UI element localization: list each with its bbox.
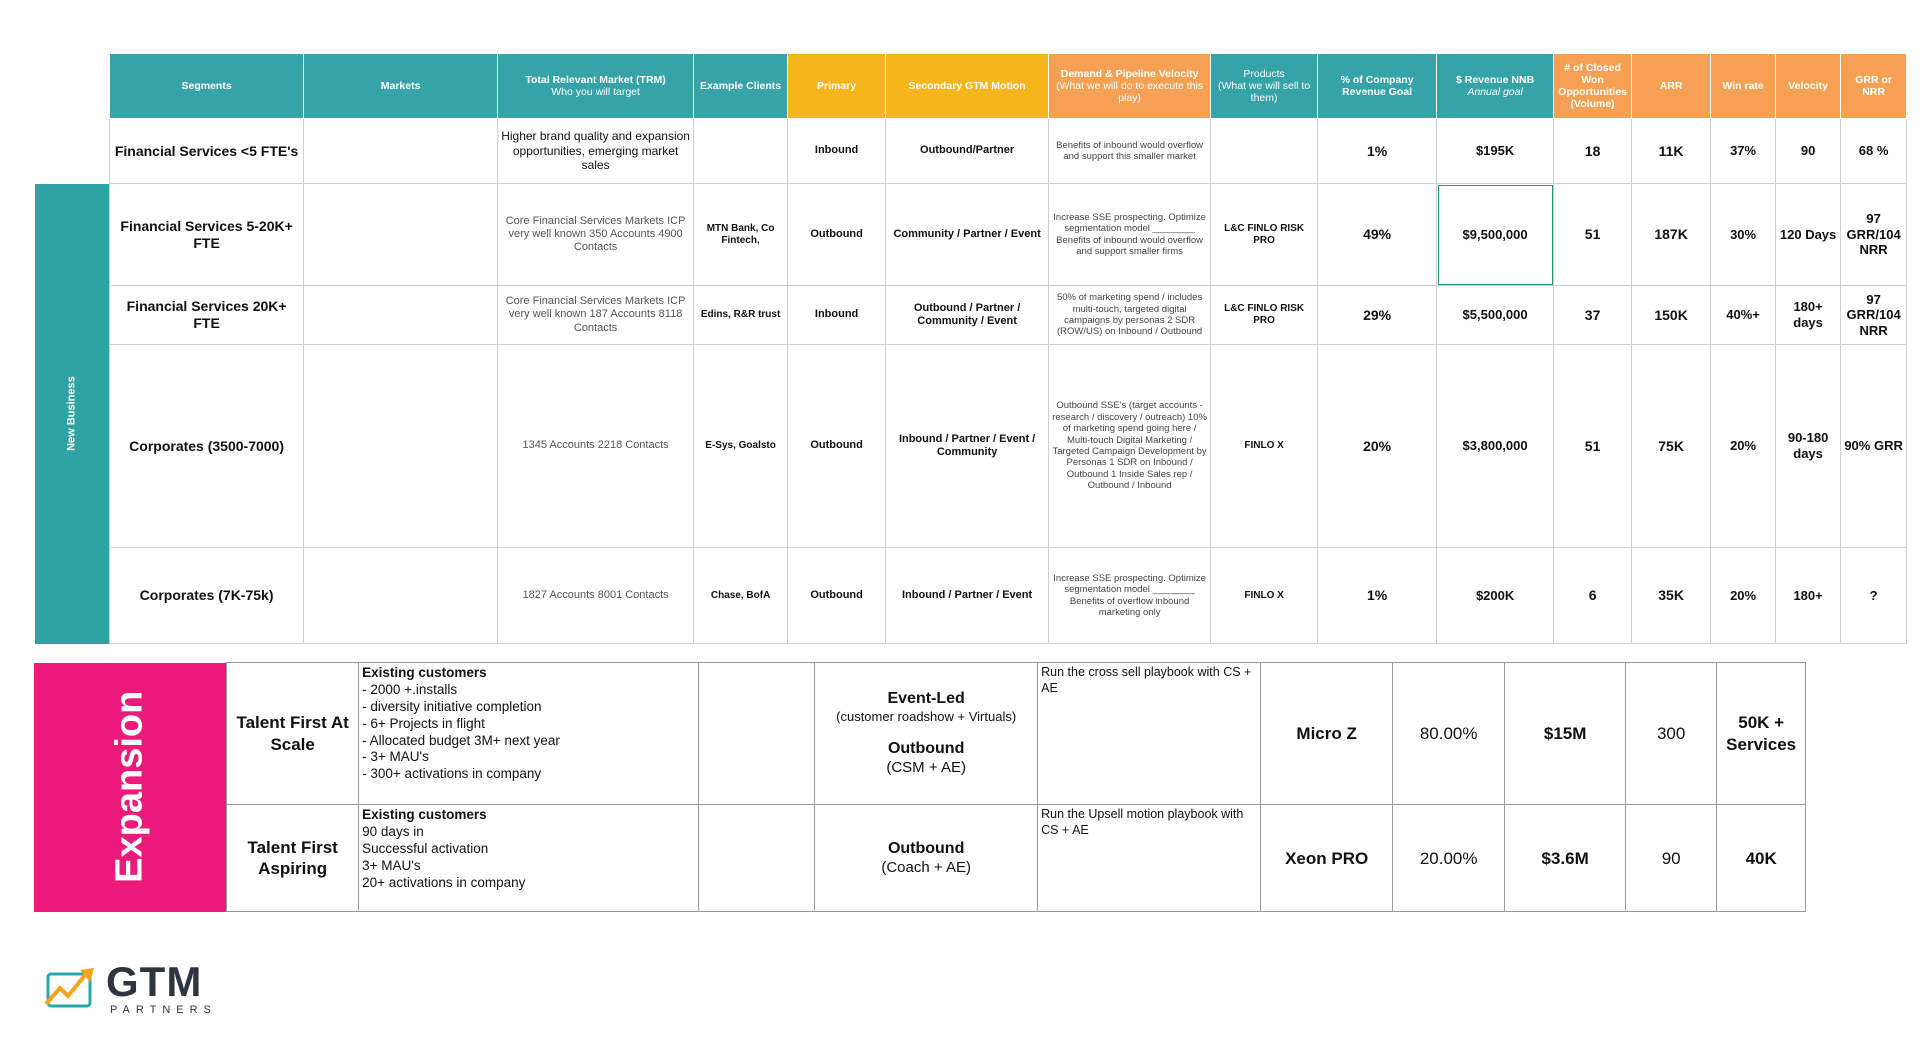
segment-cell: Corporates (3500-7000) <box>110 345 304 548</box>
arr-cell: 187K <box>1632 184 1711 286</box>
revenue-cell: $5,500,000 <box>1437 286 1554 345</box>
chart-arrow-icon <box>44 964 106 1010</box>
table-row <box>35 184 1907 286</box>
header-revenue-nnb: $ Revenue NNB Annual goal <box>1437 54 1554 119</box>
markets-line: 90 days in <box>362 824 424 840</box>
new-business-table <box>34 53 1907 644</box>
velocity-cell: 180+ days <box>1776 286 1841 345</box>
corner-logo: GTM <box>35 54 110 119</box>
market-cell <box>304 119 498 184</box>
arr-cell: 50K + Services <box>1717 663 1806 805</box>
markets-cell <box>359 805 699 912</box>
markets-line: - 3+ MAU's <box>362 749 429 765</box>
blank-cell <box>35 119 110 184</box>
pct-cell: 49% <box>1318 184 1437 286</box>
velocity-cell: 90-180 days <box>1776 345 1841 548</box>
header-arr: ARR <box>1632 54 1711 119</box>
secondary-cell: Community / Partner / Event <box>886 184 1049 286</box>
markets-line: - Allocated budget 3M+ next year <box>362 732 560 748</box>
blank-cell <box>699 805 815 912</box>
primary-cell: Inbound <box>788 286 886 345</box>
velocity-cell: 120 Days <box>1776 184 1841 286</box>
primary-cell: Outbound <box>788 345 886 548</box>
products-cell: L&C FINLO RISK PRO <box>1211 286 1318 345</box>
trm-cell: 1345 Accounts 2218 Contacts <box>498 345 694 548</box>
header-grr-nrr: GRR or NRR <box>1841 54 1907 119</box>
volume-cell: 300 <box>1626 663 1717 805</box>
table-row <box>35 119 1907 184</box>
clients-cell: Chase, BofA <box>694 548 788 644</box>
demand-cell: Increase SSE prospecting. Optimize segmentation model ________ Benefits of overflow inbound marketing only <box>1049 548 1211 644</box>
segment-cell: Financial Services 20K+ FTE <box>110 286 304 345</box>
markets-line: - 300+ activations in company <box>362 766 542 782</box>
grr-cell: 68 % <box>1841 119 1907 184</box>
secondary-cell: Outbound / Partner / Community / Event <box>886 286 1049 345</box>
revenue-cell: $3,800,000 <box>1437 345 1554 548</box>
pct-cell: 1% <box>1318 119 1437 184</box>
market-cell <box>304 286 498 345</box>
motion-sub: (customer roadshow + Virtuals) <box>836 709 1017 725</box>
demand-cell: 50% of marketing spend / includes multi-touch, targeted digital campaigns by personas 2 SDR (ROW/US) on Inbound / Outbound <box>1049 286 1211 345</box>
header-demand: Demand & Pipeline Velocity (What we will do to execute this play) <box>1049 54 1211 119</box>
logo-wordmark: GTM <box>106 958 203 1005</box>
header-markets: Markets <box>304 54 498 119</box>
header-example-clients: Example Clients <box>694 54 788 119</box>
velocity-cell: 180+ <box>1776 548 1841 644</box>
products-cell: FINLO X <box>1211 345 1318 548</box>
header-primary: Primary <box>788 54 886 119</box>
pct-cell: 80.00% <box>1393 663 1505 805</box>
motion-title: Outbound <box>887 740 965 758</box>
markets-line: - diversity initiative completion <box>362 698 542 714</box>
grr-cell: ? <box>1841 548 1907 644</box>
gtm-partners-logo <box>44 960 234 1016</box>
product-cell: Micro Z <box>1261 663 1393 805</box>
arr-cell: 75K <box>1632 345 1711 548</box>
motion-title: Event-Led <box>887 690 965 708</box>
revenue-cell[interactable]: $9,500,000 <box>1437 184 1554 286</box>
header-velocity: Velocity <box>1776 54 1841 119</box>
primary-cell: Inbound <box>788 119 886 184</box>
products-cell: L&C FINLO RISK PRO <box>1211 184 1318 286</box>
products-cell <box>1211 119 1318 184</box>
expansion-row <box>34 805 1806 912</box>
clients-cell <box>694 119 788 184</box>
pct-cell: 1% <box>1318 548 1437 644</box>
win-rate-cell: 30% <box>1711 184 1776 286</box>
pct-cell: 20% <box>1318 345 1437 548</box>
volume-cell: 90 <box>1626 805 1717 912</box>
closed-won-cell: 18 <box>1554 119 1632 184</box>
markets-line: 3+ MAU's <box>362 858 421 874</box>
revenue-cell: $195K <box>1437 119 1554 184</box>
trm-cell: Higher brand quality and expansion opportunities, emerging market sales <box>498 119 694 184</box>
table-row <box>35 286 1907 345</box>
logo-subtext: PARTNERS <box>110 1004 217 1016</box>
header-trm: Total Relevant Market (TRM) Who you will target <box>498 54 694 119</box>
arr-cell: 150K <box>1632 286 1711 345</box>
clients-cell: MTN Bank, Co Fintech, <box>694 184 788 286</box>
market-cell <box>304 184 498 286</box>
table-row <box>35 548 1907 644</box>
win-rate-cell: 20% <box>1711 548 1776 644</box>
motion-cell <box>815 663 1038 805</box>
product-cell: Xeon PRO <box>1261 805 1393 912</box>
velocity-cell: 90 <box>1776 119 1841 184</box>
arr-cell: 11K <box>1632 119 1711 184</box>
header-segments: Segments <box>110 54 304 119</box>
header-secondary-motion: Secondary GTM Motion <box>886 54 1049 119</box>
motion-cell <box>815 805 1038 912</box>
segment-cell: Financial Services 5-20K+ FTE <box>110 184 304 286</box>
trm-cell: 1827 Accounts 8001 Contacts <box>498 548 694 644</box>
secondary-cell: Inbound / Partner / Event / Community <box>886 345 1049 548</box>
header-win-rate: Win rate <box>1711 54 1776 119</box>
playbook-cell: Run the Upsell motion playbook with CS + AE <box>1038 805 1261 912</box>
markets-title: Existing customers <box>362 807 487 823</box>
segment-cell: Corporates (7K-75k) <box>110 548 304 644</box>
primary-cell: Outbound <box>788 548 886 644</box>
market-cell <box>304 345 498 548</box>
markets-line: - 2000 +.installs <box>362 681 458 697</box>
grr-cell: 97 GRR/104 NRR <box>1841 184 1907 286</box>
demand-cell: Increase SSE prospecting. Optimize segmentation model ________ Benefits of inbound would overflow and support smaller firms <box>1049 184 1211 286</box>
arr-cell: 35K <box>1632 548 1711 644</box>
playbook-cell: Run the cross sell playbook with CS + AE <box>1038 663 1261 805</box>
motion-sub: (CSM + AE) <box>886 759 966 777</box>
demand-cell: Benefits of inbound would overflow and support this smaller market <box>1049 119 1211 184</box>
grr-cell: 97 GRR/104 NRR <box>1841 286 1907 345</box>
table-row <box>35 345 1907 548</box>
blank-cell <box>699 663 815 805</box>
markets-line: - 6+ Projects in flight <box>362 715 485 731</box>
win-rate-cell: 20% <box>1711 345 1776 548</box>
arr-cell: 40K <box>1717 805 1806 912</box>
win-rate-cell: 37% <box>1711 119 1776 184</box>
segment-cell: Financial Services <5 FTE's <box>110 119 304 184</box>
trm-cell: Core Financial Services Markets ICP very well known 350 Accounts 4900 Contacts <box>498 184 694 286</box>
clients-cell: Edins, R&R trust <box>694 286 788 345</box>
motion-title: Outbound <box>887 839 965 857</box>
expansion-side-label: Expansion <box>34 663 227 912</box>
segment-cell: Talent First At Scale <box>227 663 359 805</box>
header-closed-won: # of Closed Won Opportunities (Volume) <box>1554 54 1632 119</box>
market-cell <box>304 548 498 644</box>
revenue-cell: $15M <box>1505 663 1626 805</box>
pct-cell: 20.00% <box>1393 805 1505 912</box>
header-products: Products (What we will sell to them) <box>1211 54 1318 119</box>
revenue-cell: $3.6M <box>1505 805 1626 912</box>
secondary-cell: Outbound/Partner <box>886 119 1049 184</box>
pct-cell: 29% <box>1318 286 1437 345</box>
expansion-table <box>34 662 1806 912</box>
closed-won-cell: 37 <box>1554 286 1632 345</box>
markets-line: Successful activation <box>362 841 489 857</box>
demand-cell: Outbound SSE's (target accounts - research / discovery / outreach) 10% of marketing spend going here / Multi-touch Digital Marketing / Targeted Campaign Development by Personas 1 SDR on Inbound / Outbound 1 Inside Sales rep / Outbound / Inbound <box>1049 345 1211 548</box>
closed-won-cell: 51 <box>1554 184 1632 286</box>
markets-cell <box>359 663 699 805</box>
closed-won-cell: 6 <box>1554 548 1632 644</box>
header-pct-revenue: % of Company Revenue Goal <box>1318 54 1437 119</box>
trm-cell: Core Financial Services Markets ICP very well known 187 Accounts 8118 Contacts <box>498 286 694 345</box>
products-cell: FINLO X <box>1211 548 1318 644</box>
clients-cell: E-Sys, Goalsto <box>694 345 788 548</box>
markets-title: Existing customers <box>362 665 487 680</box>
secondary-cell: Inbound / Partner / Event <box>886 548 1049 644</box>
header-row <box>35 54 1907 119</box>
grr-cell: 90% GRR <box>1841 345 1907 548</box>
revenue-cell: $200K <box>1437 548 1554 644</box>
primary-cell: Outbound <box>788 184 886 286</box>
expansion-row <box>34 663 1806 805</box>
motion-sub: (Coach + AE) <box>881 858 971 876</box>
closed-won-cell: 51 <box>1554 345 1632 548</box>
new-business-side-label: New Business <box>35 184 110 644</box>
segment-cell: Talent First Aspiring <box>227 805 359 912</box>
win-rate-cell: 40%+ <box>1711 286 1776 345</box>
markets-line: 20+ activations in company <box>362 874 526 890</box>
